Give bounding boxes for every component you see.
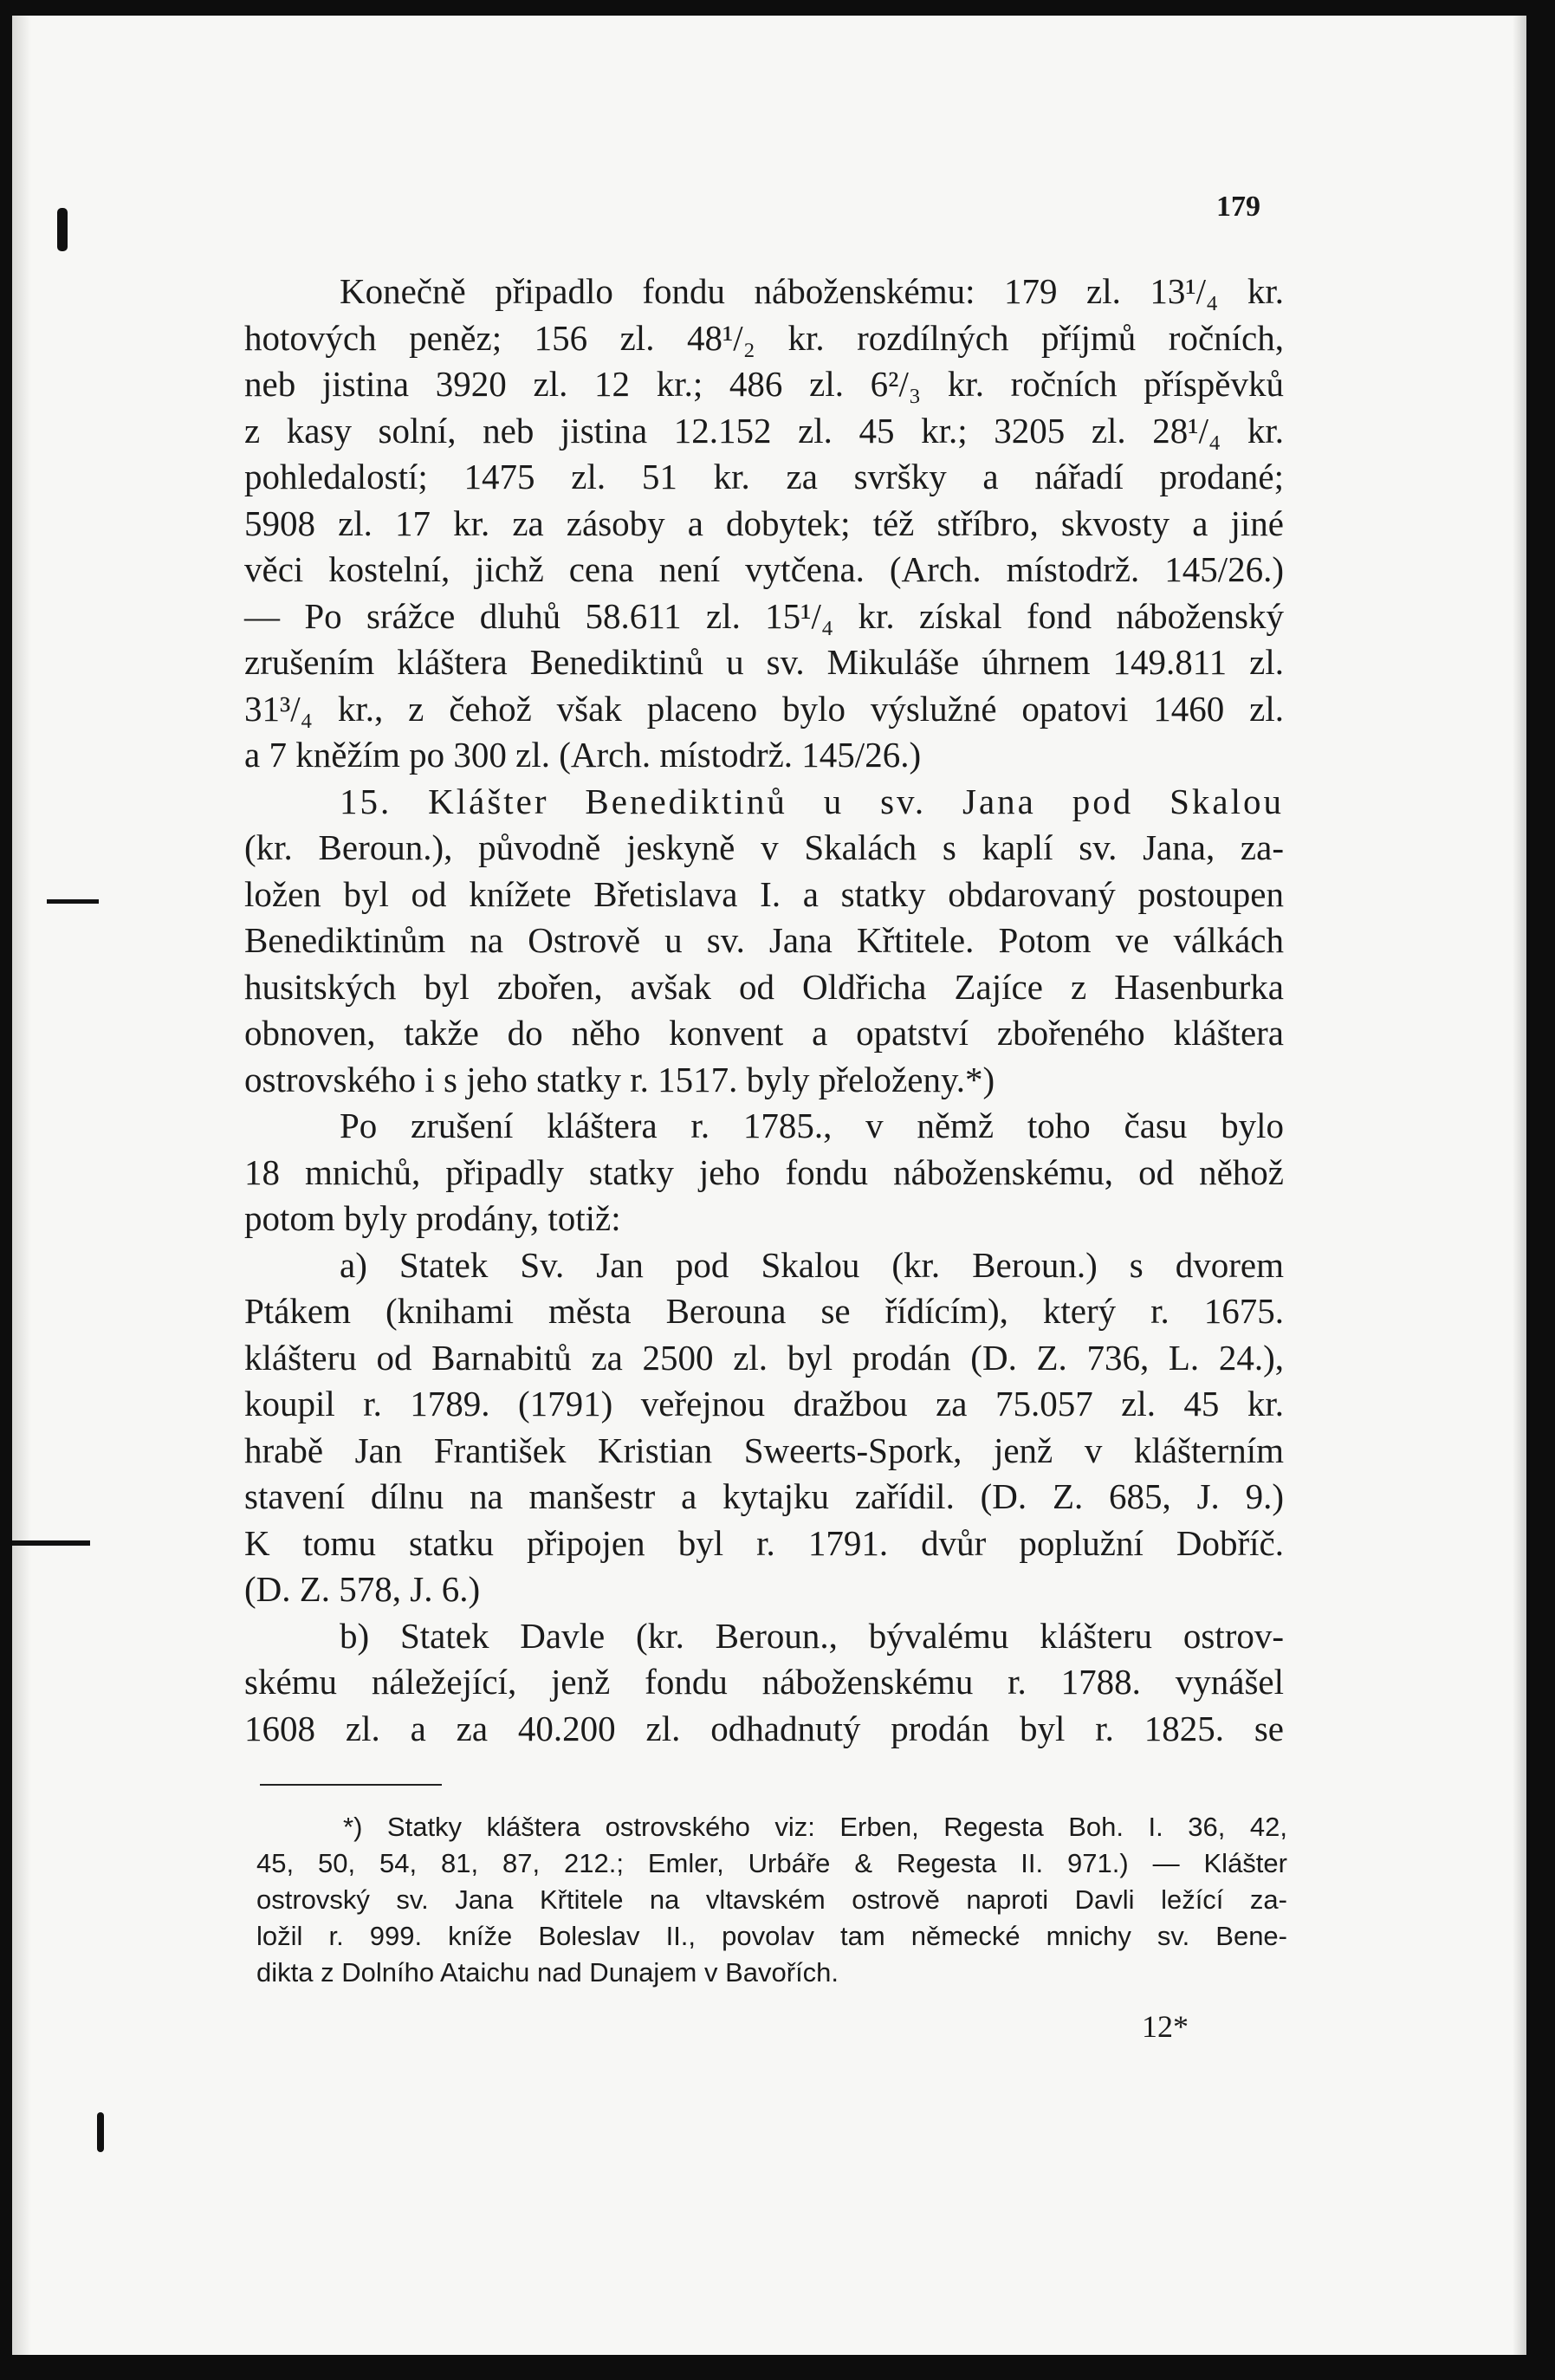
text-line: obnoven, takže do něho konvent a opatství zbořeného kláštera <box>244 1013 1284 1053</box>
book-page <box>12 16 1526 2355</box>
margin-mark <box>12 1540 90 1546</box>
text-line: 18 mnichů, připadly statky jeho fondu náboženskému, od něhož <box>244 1151 1284 1192</box>
margin-mark <box>57 208 68 251</box>
printer-signature-mark: 12* <box>1142 2009 1189 2044</box>
text-line: Benediktinům na Ostrově u sv. Jana Křtitele. Potom ve válkách <box>244 920 1284 960</box>
footnote-divider <box>260 1784 442 1786</box>
text-line: ostrovského i s jeho statky r. 1517. byly přeloženy.*) <box>244 1059 995 1099</box>
text-line: věci kostelní, jichž cena není vytčena. (Arch. místodrž. 145/26.) <box>244 549 1284 589</box>
text-line: potom byly prodány, totiž: <box>244 1198 621 1238</box>
margin-mark <box>47 899 99 904</box>
page-edge-shadow-left <box>12 16 31 2355</box>
text-line: K tomu statku připojen byl r. 1791. dvůr poplužní Dobříč. <box>244 1522 1284 1563</box>
text-line: 1608 zl. a za 40.200 zl. odhadnutý prodán byl r. 1825. se <box>244 1708 1284 1748</box>
text-line: (kr. Beroun.), původně jeskyně v Skalách s kaplí sv. Jana, za- <box>244 827 1284 867</box>
text-line: — Po srážce dluhů 58.611 zl. 15¹/₄ kr. získal fond náboženský <box>244 595 1284 636</box>
text-line: Ptákem (knihami města Berouna se řídícím), který r. 1675. <box>244 1291 1284 1331</box>
footnote-line: ostrovský sv. Jana Křtitele na vltavském ostrově naproti Davli ležící za- <box>256 1884 1287 1915</box>
text-line: ložen byl od knížete Břetislava I. a statky obdarovaný postoupen <box>244 873 1284 914</box>
text-line: 31³/₄ kr., z čehož však placeno bylo výslužné opatovi 1460 zl. <box>244 688 1284 729</box>
footnote-line: ložil r. 999. kníže Boleslav II., povolav tam německé mnichy sv. Bene- <box>256 1921 1287 1951</box>
text-line: hrabě Jan František Kristian Sweerts-Spork, jenž v klášterním <box>244 1430 1284 1470</box>
margin-mark <box>97 2112 104 2152</box>
text-line: a) Statek Sv. Jan pod Skalou (kr. Beroun.) s dvorem <box>340 1244 1284 1285</box>
footnote-line: dikta z Dolního Ataichu nad Dunajem v Bavořích. <box>256 1957 839 1988</box>
text-line: stavení dílnu na manšestr a kytajku zařídil. (D. Z. 685, J. 9.) <box>244 1476 1284 1516</box>
text-line: z kasy solní, neb jistina 12.152 zl. 45 kr.; 3205 zl. 28¹/₄ kr. <box>244 410 1284 451</box>
text-line: 5908 zl. 17 kr. za zásoby a dobytek; též stříbro, skvosty a jiné <box>244 503 1284 543</box>
text-line: klášteru od Barnabitů za 2500 zl. byl prodán (D. Z. 736, L. 24.), <box>244 1337 1284 1378</box>
text-line: koupil r. 1789. (1791) veřejnou dražbou za 75.057 zl. 45 kr. <box>244 1384 1284 1423</box>
text-line: husitských byl zbořen, avšak od Oldřicha Zajíce z Hasenburka <box>244 966 1284 1007</box>
section-heading: 15. Klášter Benediktinů u sv. Jana pod Skalou <box>340 781 1284 821</box>
text-line: pohledalostí; 1475 zl. 51 kr. za svršky a nářadí prodané; <box>244 457 1284 496</box>
text-line: a 7 kněžím po 300 zl. (Arch. místodrž. 145/26.) <box>244 735 922 775</box>
page-number: 179 <box>1216 191 1260 223</box>
footnote <box>256 1809 1287 1991</box>
text-line: b) Statek Davle (kr. Beroun., bývalému klášteru ostrov- <box>340 1615 1284 1656</box>
text-line: (D. Z. 578, J. 6.) <box>244 1569 481 1609</box>
text-line: skému náležející, jenž fondu náboženskému r. 1788. vynášel <box>244 1662 1284 1702</box>
page-edge-shadow-right <box>1513 16 1526 2355</box>
text-line: Konečně připadlo fondu náboženskému: 179 zl. 13¹/₄ kr. <box>340 271 1284 311</box>
text-line: zrušením kláštera Benediktinů u sv. Mikuláše úhrnem 149.811 zl. <box>244 642 1284 682</box>
main-text <box>244 269 1284 1752</box>
footnote-line: 45, 50, 54, 81, 87, 212.; Emler, Urbáře & Regesta II. 971.) — Klášter <box>256 1848 1287 1878</box>
text-line: hotových peněz; 156 zl. 48¹/₂ kr. rozdílných příjmů ročních, <box>244 317 1284 358</box>
text-line: Po zrušení kláštera r. 1785., v němž toho času bylo <box>340 1106 1284 1145</box>
text-line: neb jistina 3920 zl. 12 kr.; 486 zl. 6²/₃ kr. ročních příspěvků <box>244 364 1284 404</box>
footnote-line: *) Statky kláštera ostrovského viz: Erben, Regesta Boh. I. 36, 42, <box>343 1812 1287 1842</box>
